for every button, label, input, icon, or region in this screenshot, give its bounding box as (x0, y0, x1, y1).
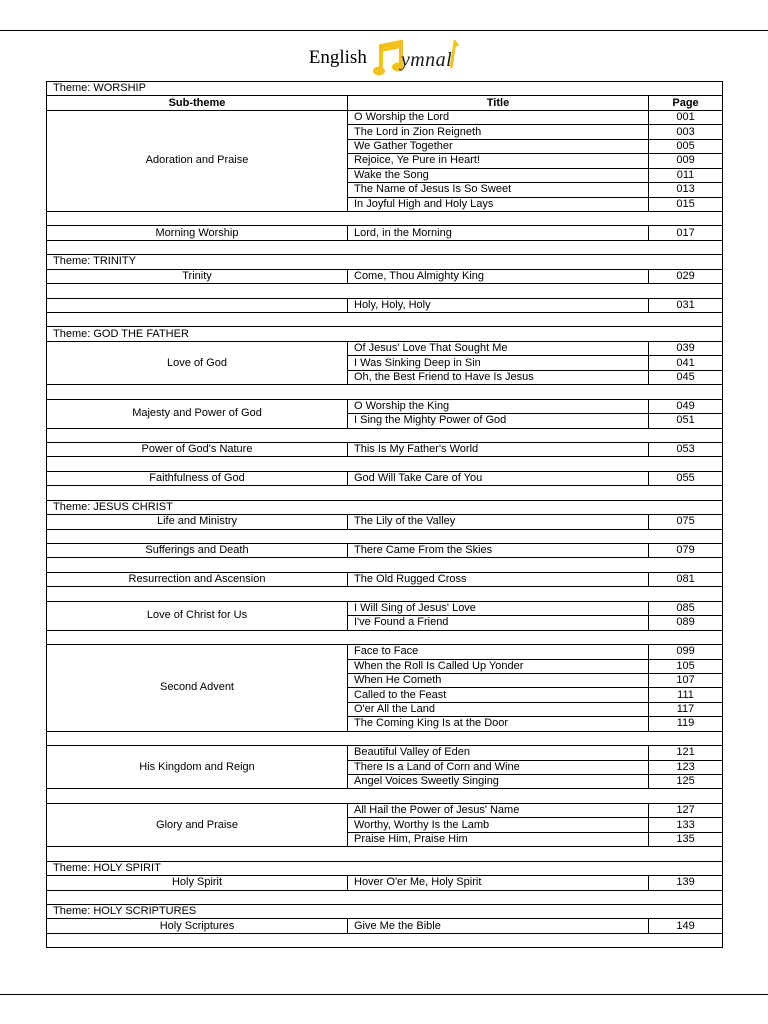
hymn-title: This Is My Father's World (348, 442, 649, 456)
subtheme-cell: Glory and Praise (47, 803, 348, 846)
hymn-page: 045 (649, 370, 723, 384)
hymn-page: 051 (649, 414, 723, 428)
hymn-page: 121 (649, 746, 723, 760)
hymn-page: 089 (649, 616, 723, 630)
hymn-title: We Gather Together (348, 139, 649, 153)
table-row (47, 442, 723, 456)
hymn-page: 013 (649, 183, 723, 197)
theme-row (47, 327, 723, 341)
hymn-page: 049 (649, 399, 723, 413)
hymn-title: In Joyful High and Holy Lays (348, 197, 649, 211)
table-row (47, 269, 723, 283)
subtheme-cell: Life and Ministry (47, 515, 348, 529)
table-row (47, 876, 723, 890)
table-row (47, 544, 723, 558)
hymn-title: Face to Face (348, 645, 649, 659)
spacer-row (47, 630, 723, 644)
theme-row (47, 500, 723, 514)
spacer-cell (47, 211, 723, 225)
hymn-title: There Came From the Skies (348, 544, 649, 558)
spacer-row (47, 933, 723, 947)
hymn-title: Come, Thou Almighty King (348, 269, 649, 283)
hymn-title: The Coming King Is at the Door (348, 717, 649, 731)
subtheme-cell: Holy Spirit (47, 876, 348, 890)
table-row (47, 601, 723, 615)
table-row (47, 572, 723, 586)
hymn-title: The Lily of the Valley (348, 515, 649, 529)
hymn-page: 081 (649, 572, 723, 586)
hymn-title: Angel Voices Sweetly Singing (348, 775, 649, 789)
spacer-row (47, 731, 723, 745)
hymn-title: The Old Rugged Cross (348, 572, 649, 586)
table-row (47, 746, 723, 760)
hymn-title: Oh, the Best Friend to Have Is Jesus (348, 370, 649, 384)
theme-label: Theme: WORSHIP (47, 82, 723, 96)
hymn-title: I Sing the Mighty Power of God (348, 414, 649, 428)
subtheme-cell: Holy Scriptures (47, 919, 348, 933)
spacer-cell (47, 428, 723, 442)
spacer-row (47, 457, 723, 471)
hymn-page: 031 (649, 298, 723, 312)
hymn-page: 005 (649, 139, 723, 153)
spacer-row (47, 385, 723, 399)
spacer-cell (47, 630, 723, 644)
spacer-cell (47, 558, 723, 572)
theme-label: Theme: JESUS CHRIST (47, 500, 723, 514)
spacer-row (47, 428, 723, 442)
hymn-title: Wake the Song (348, 168, 649, 182)
hymn-title: The Name of Jesus Is So Sweet (348, 183, 649, 197)
hymn-page: 127 (649, 803, 723, 817)
theme-row (47, 82, 723, 96)
table-row (47, 298, 723, 312)
hymn-page: 053 (649, 442, 723, 456)
hymn-title: Praise Him, Praise Him (348, 832, 649, 846)
header-row (47, 96, 723, 110)
spacer-cell (47, 529, 723, 543)
table-row (47, 399, 723, 413)
hymn-page: 107 (649, 673, 723, 687)
hymn-page: 123 (649, 760, 723, 774)
column-header-title: Title (348, 96, 649, 110)
spacer-row (47, 890, 723, 904)
hymn-title: Holy, Holy, Holy (348, 298, 649, 312)
column-header-subtheme: Sub-theme (47, 96, 348, 110)
theme-label: Theme: HOLY SCRIPTURES (47, 904, 723, 918)
hymn-page: 133 (649, 818, 723, 832)
hymn-title: When the Roll Is Called Up Yonder (348, 659, 649, 673)
hymn-page: 015 (649, 197, 723, 211)
hymn-page: 075 (649, 515, 723, 529)
hymn-title: Beautiful Valley of Eden (348, 746, 649, 760)
spacer-row (47, 240, 723, 254)
hymn-page: 085 (649, 601, 723, 615)
bottom-rule (0, 994, 768, 995)
hymn-page: 099 (649, 645, 723, 659)
subtheme-cell: Love of Christ for Us (47, 601, 348, 630)
hymn-title: There Is a Land of Corn and Wine (348, 760, 649, 774)
hymn-index-body (47, 82, 723, 948)
hymn-title: Of Jesus' Love That Sought Me (348, 341, 649, 355)
hymn-page: 009 (649, 154, 723, 168)
column-header-page: Page (649, 96, 723, 110)
spacer-cell (47, 847, 723, 861)
hymn-title: The Lord in Zion Reigneth (348, 125, 649, 139)
spacer-row (47, 529, 723, 543)
hymnal-logo (373, 38, 459, 78)
hymn-title: God Will Take Care of You (348, 471, 649, 485)
spacer-cell (47, 731, 723, 745)
table-row (47, 919, 723, 933)
subtheme-cell: Resurrection and Ascension (47, 572, 348, 586)
page-header (0, 38, 768, 78)
subtheme-cell: Sufferings and Death (47, 544, 348, 558)
hymn-page: 111 (649, 688, 723, 702)
hymn-title: O Worship the Lord (348, 110, 649, 124)
subtheme-cell: Adoration and Praise (47, 110, 348, 211)
hymn-page: 079 (649, 544, 723, 558)
spacer-cell (47, 385, 723, 399)
hymn-title: Hover O'er Me, Holy Spirit (348, 876, 649, 890)
spacer-cell (47, 313, 723, 327)
theme-row (47, 255, 723, 269)
theme-label: Theme: GOD THE FATHER (47, 327, 723, 341)
hymn-title: All Hail the Power of Jesus' Name (348, 803, 649, 817)
subtheme-cell: Majesty and Power of God (47, 399, 348, 428)
table-row (47, 110, 723, 124)
table-row (47, 471, 723, 485)
theme-row (47, 861, 723, 875)
spacer-row (47, 587, 723, 601)
spacer-row (47, 558, 723, 572)
hymn-page: 029 (649, 269, 723, 283)
subtheme-cell: Trinity (47, 269, 348, 283)
spacer-row (47, 284, 723, 298)
hymn-page: 139 (649, 876, 723, 890)
spacer-cell (47, 240, 723, 254)
hymn-page: 055 (649, 471, 723, 485)
hymn-title: O Worship the King (348, 399, 649, 413)
table-row (47, 341, 723, 355)
subtheme-cell: Second Advent (47, 645, 348, 732)
hymn-page: 011 (649, 168, 723, 182)
theme-label: Theme: TRINITY (47, 255, 723, 269)
subtheme-cell: Faithfulness of God (47, 471, 348, 485)
hymn-title: I Was Sinking Deep in Sin (348, 356, 649, 370)
hymn-page: 041 (649, 356, 723, 370)
spacer-cell (47, 933, 723, 947)
hymn-index-table (46, 81, 723, 948)
logo-text: ymnal (400, 49, 453, 71)
subtheme-cell: Morning Worship (47, 226, 348, 240)
hymn-title: Rejoice, Ye Pure in Heart! (348, 154, 649, 168)
spacer-cell (47, 890, 723, 904)
spacer-cell (47, 486, 723, 500)
hymn-page: 149 (649, 919, 723, 933)
hymn-title: Give Me the Bible (348, 919, 649, 933)
hymn-title: O'er All the Land (348, 702, 649, 716)
hymn-page: 119 (649, 717, 723, 731)
hymn-page: 003 (649, 125, 723, 139)
note-stem-icon (449, 40, 459, 70)
spacer-cell (47, 284, 723, 298)
hymn-page: 017 (649, 226, 723, 240)
table-row (47, 226, 723, 240)
spacer-row (47, 847, 723, 861)
hymn-title: Lord, in the Morning (348, 226, 649, 240)
top-rule (0, 30, 768, 31)
spacer-row (47, 313, 723, 327)
spacer-cell (47, 587, 723, 601)
table-row (47, 515, 723, 529)
subtheme-cell (47, 298, 348, 312)
spacer-row (47, 486, 723, 500)
spacer-row (47, 211, 723, 225)
hymn-page: 039 (649, 341, 723, 355)
hymn-page: 125 (649, 775, 723, 789)
subtheme-cell: Power of God's Nature (47, 442, 348, 456)
hymn-page: 105 (649, 659, 723, 673)
theme-row (47, 904, 723, 918)
spacer-row (47, 789, 723, 803)
spacer-cell (47, 457, 723, 471)
hymn-page: 135 (649, 832, 723, 846)
theme-label: Theme: HOLY SPIRIT (47, 861, 723, 875)
hymn-title: I've Found a Friend (348, 616, 649, 630)
subtheme-cell: Love of God (47, 341, 348, 384)
hymn-page: 001 (649, 110, 723, 124)
hymn-page: 117 (649, 702, 723, 716)
hymn-title: When He Cometh (348, 673, 649, 687)
table-row (47, 803, 723, 817)
hymn-title: I Will Sing of Jesus' Love (348, 601, 649, 615)
table-row (47, 645, 723, 659)
spacer-cell (47, 789, 723, 803)
subtheme-cell: His Kingdom and Reign (47, 746, 348, 789)
brand-english: English (308, 47, 367, 68)
hymn-title: Called to the Feast (348, 688, 649, 702)
hymn-title: Worthy, Worthy Is the Lamb (348, 818, 649, 832)
